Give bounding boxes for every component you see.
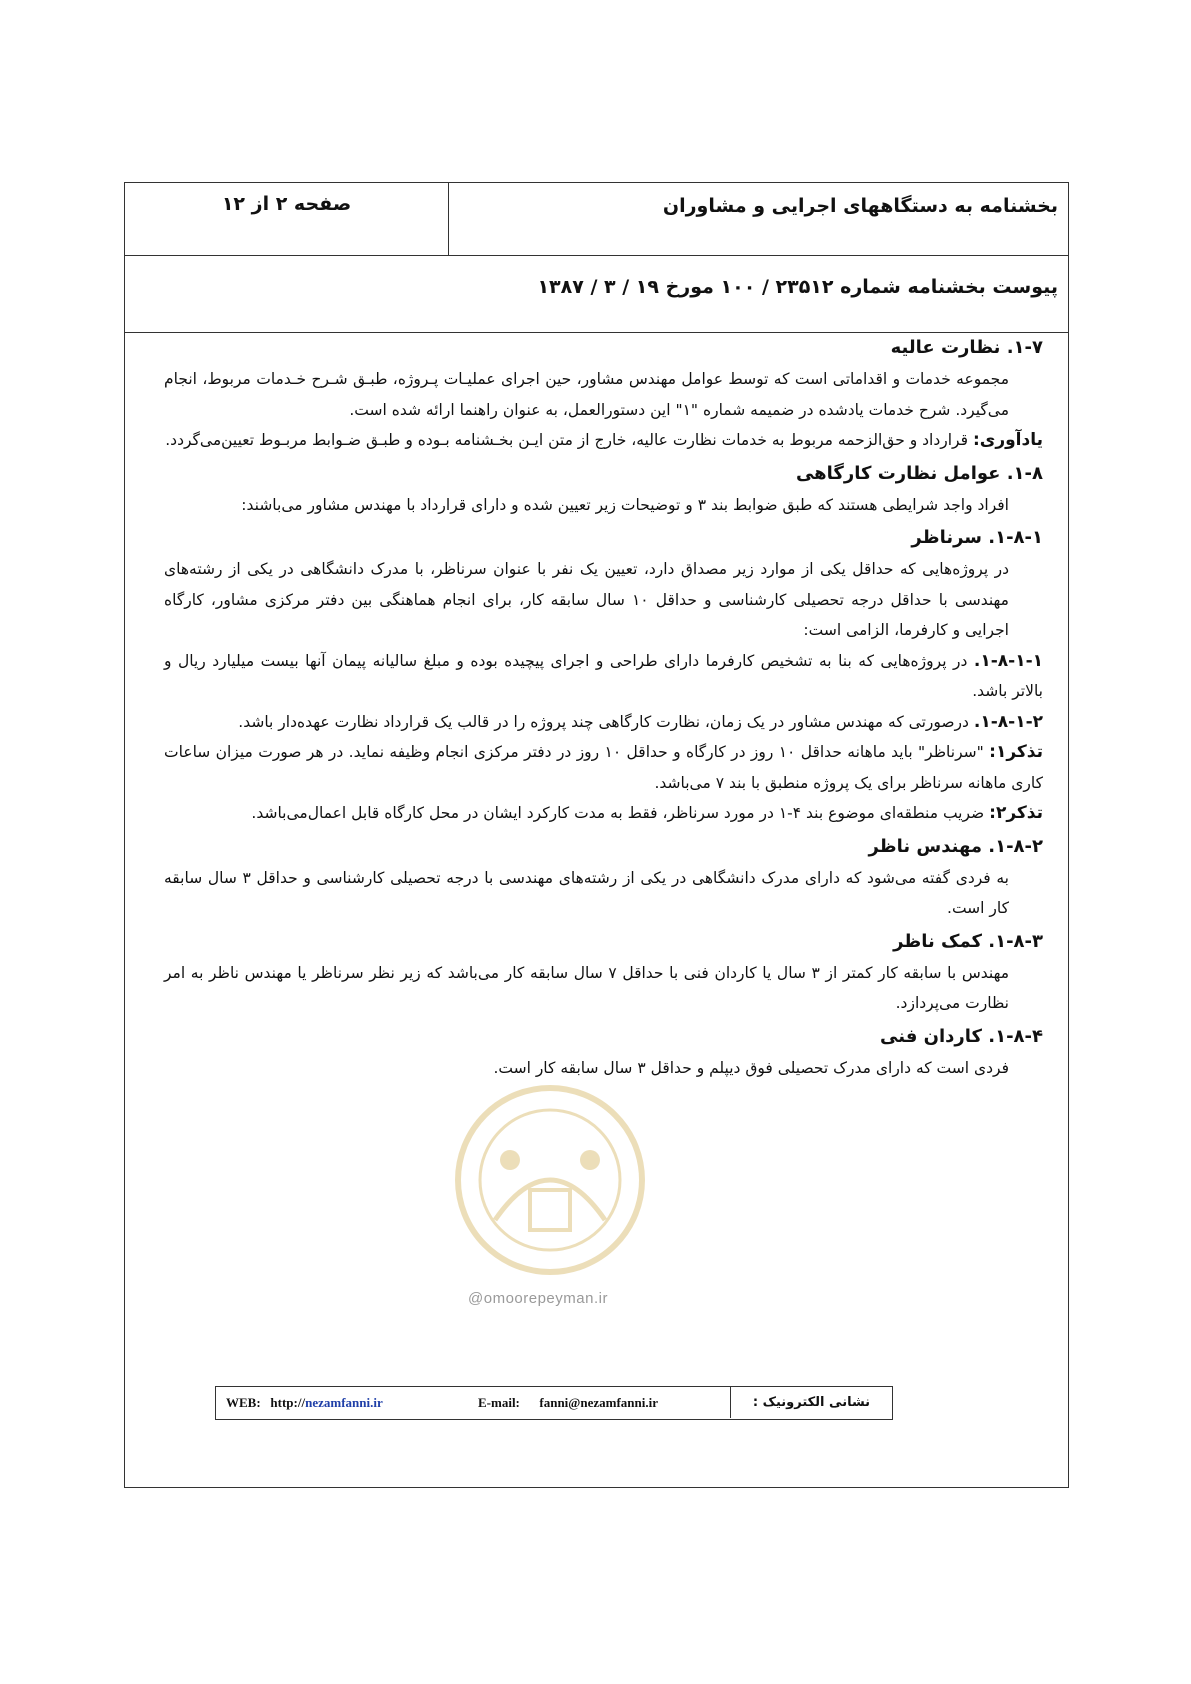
section-heading: ۱-۸-۱. سرناظر: [911, 527, 1043, 548]
watermark-domain: omoorepeyman.ir: [483, 1290, 608, 1307]
section-heading: ۱-۷. نظارت عالیه: [890, 337, 1043, 358]
note-label: تذکر۲:: [989, 803, 1043, 823]
note-item: [164, 737, 1043, 798]
watermark-text: @omoorepeyman.ir: [468, 1290, 608, 1307]
email-link[interactable]: fanni@nezamfanni.ir: [539, 1395, 659, 1410]
note-label: تذکر۱:: [989, 742, 1043, 762]
header-row: [125, 183, 1068, 256]
section-heading: ۱-۸. عوامل نظارت کارگاهی: [795, 462, 1043, 484]
footer-contact: [215, 1386, 893, 1420]
watermark-logo-icon: [450, 1080, 650, 1310]
paragraph: مهندس با سابقه کار کمتر از ۳ سال یا کاردان فنی با حداقل ۷ سال سابقه کار می‌باشد که زیر نظر سرناظر یا مهندس ناظر به امر نظارت می‌پردازد.: [164, 963, 1010, 1012]
clause-number: ۱-۸-۱-۱.: [973, 650, 1043, 671]
clause-text: در پروژه‌هایی که بنا به تشخیص کارفرما دارای طراحی و اجرای پیچیده بوده و مبلغ سالیانه پیمان آنها بیست میلیارد ریال و بالاتر باشد.: [164, 651, 1043, 700]
email-label: E-mail:: [478, 1395, 520, 1410]
footer-email: [478, 1387, 658, 1418]
note-label: یادآوری:: [972, 430, 1043, 450]
web-prefix: http://: [270, 1395, 306, 1410]
section-heading: ۱-۸-۲. مهندس ناظر: [868, 835, 1043, 857]
section-heading: ۱-۸-۴. کاردان فنی: [880, 1025, 1043, 1047]
page-number: صفحه ۲ از ۱۲: [221, 193, 352, 215]
document-body: [164, 330, 1043, 1083]
paragraph: در پروژه‌هایی که حداقل یکی از موارد زیر مصداق دارد، تعیین یک نفر با عنوان سرناظر، با مدرک دانشگاهی در یکی از رشته‌های مهندسی با حداقل درجه تحصیلی کارشناسی و حداقل ۱۰ سال سابقه کار، برای انجام هماهنگی بین دفتر مرکزی مشاور، کارگاه اجرایی و کارفرما، الزامی است:: [164, 560, 1009, 639]
note-text: قرارداد و حق‌الزحمه مربوط به خدمات نظارت عالیه، خارج از متن ایـن بخـشنامه بـوده و طبـق ضـوابط مربـوط تعیین‌می‌گردد.: [165, 431, 973, 449]
clause-number: ۱-۸-۱-۲.: [973, 711, 1043, 732]
attachment-subtitle: پیوست بخشنامه شماره ۲۳۵۱۲ / ۱۰۰ مورخ ۱۹ / ۳ / ۱۳۸۷: [125, 256, 1068, 333]
footer-web: [226, 1387, 383, 1418]
clause-item: [164, 707, 1043, 738]
note-text: "سرناظر" باید ماهانه حداقل ۱۰ روز در کارگاه و حداقل ۱۰ روز در دفتر مرکزی انجام وظیفه نماید. در هر صورت میزان ساعات کاری ماهانه سرناظر برای یک پروژه منطبق با بند ۷ می‌باشد.: [164, 743, 1043, 792]
clause-item: [164, 646, 1043, 707]
paragraph: فردی است که دارای مدرک تحصیلی فوق دیپلم و حداقل ۳ سال سابقه کار است.: [493, 1058, 1009, 1077]
paragraph: مجموعه خدمات و اقداماتی است که توسط عوامل مهندس مشاور، حین اجرای عملیـات پـروژه، طبـق شـرح خـدمات مربوط، انجام می‌گیرد. شرح خدمات یادشده در ضمیمه شماره "۱" این دستورالعمل، به عنوان راهنما ارائه شده است.: [164, 370, 1009, 419]
clause-text: درصورتی که مهندس مشاور در یک زمان، نظارت کارگاهی چند پروژه را در قالب یک قرارداد نظارت عهده‌دار باشد.: [238, 712, 974, 731]
note-text: ضریب منطقه‌ای موضوع بند ۴-۱ در مورد سرناظر، فقط به مدت کارکرد ایشان در محل کارگاه قابل اعمال‌می‌باشد.: [251, 804, 990, 822]
footer-label: نشانی الکترونیک :: [730, 1387, 892, 1418]
reminder-note: [164, 425, 1043, 456]
note-item: [164, 798, 1043, 829]
paragraph: افراد واجد شرایطی هستند که طبق ضوابط بند ۳ و توضیحات زیر تعیین شده و دارای قرارداد با مهندس مشاور می‌باشند:: [241, 495, 1009, 514]
paragraph: به فردی گفته می‌شود که دارای مدرک دانشگاهی در یکی از رشته‌های مهندسی با درجه تحصیلی کارشناسی و حداقل ۳ سال سابقه کار است.: [164, 868, 1009, 917]
web-link[interactable]: nezamfanni.ir: [305, 1395, 383, 1410]
circular-title: بخشنامه به دستگاههای اجرایی و مشاوران: [448, 183, 1068, 255]
section-heading: ۱-۸-۳. کمک ناظر: [893, 930, 1043, 952]
web-label: WEB:: [226, 1395, 261, 1410]
